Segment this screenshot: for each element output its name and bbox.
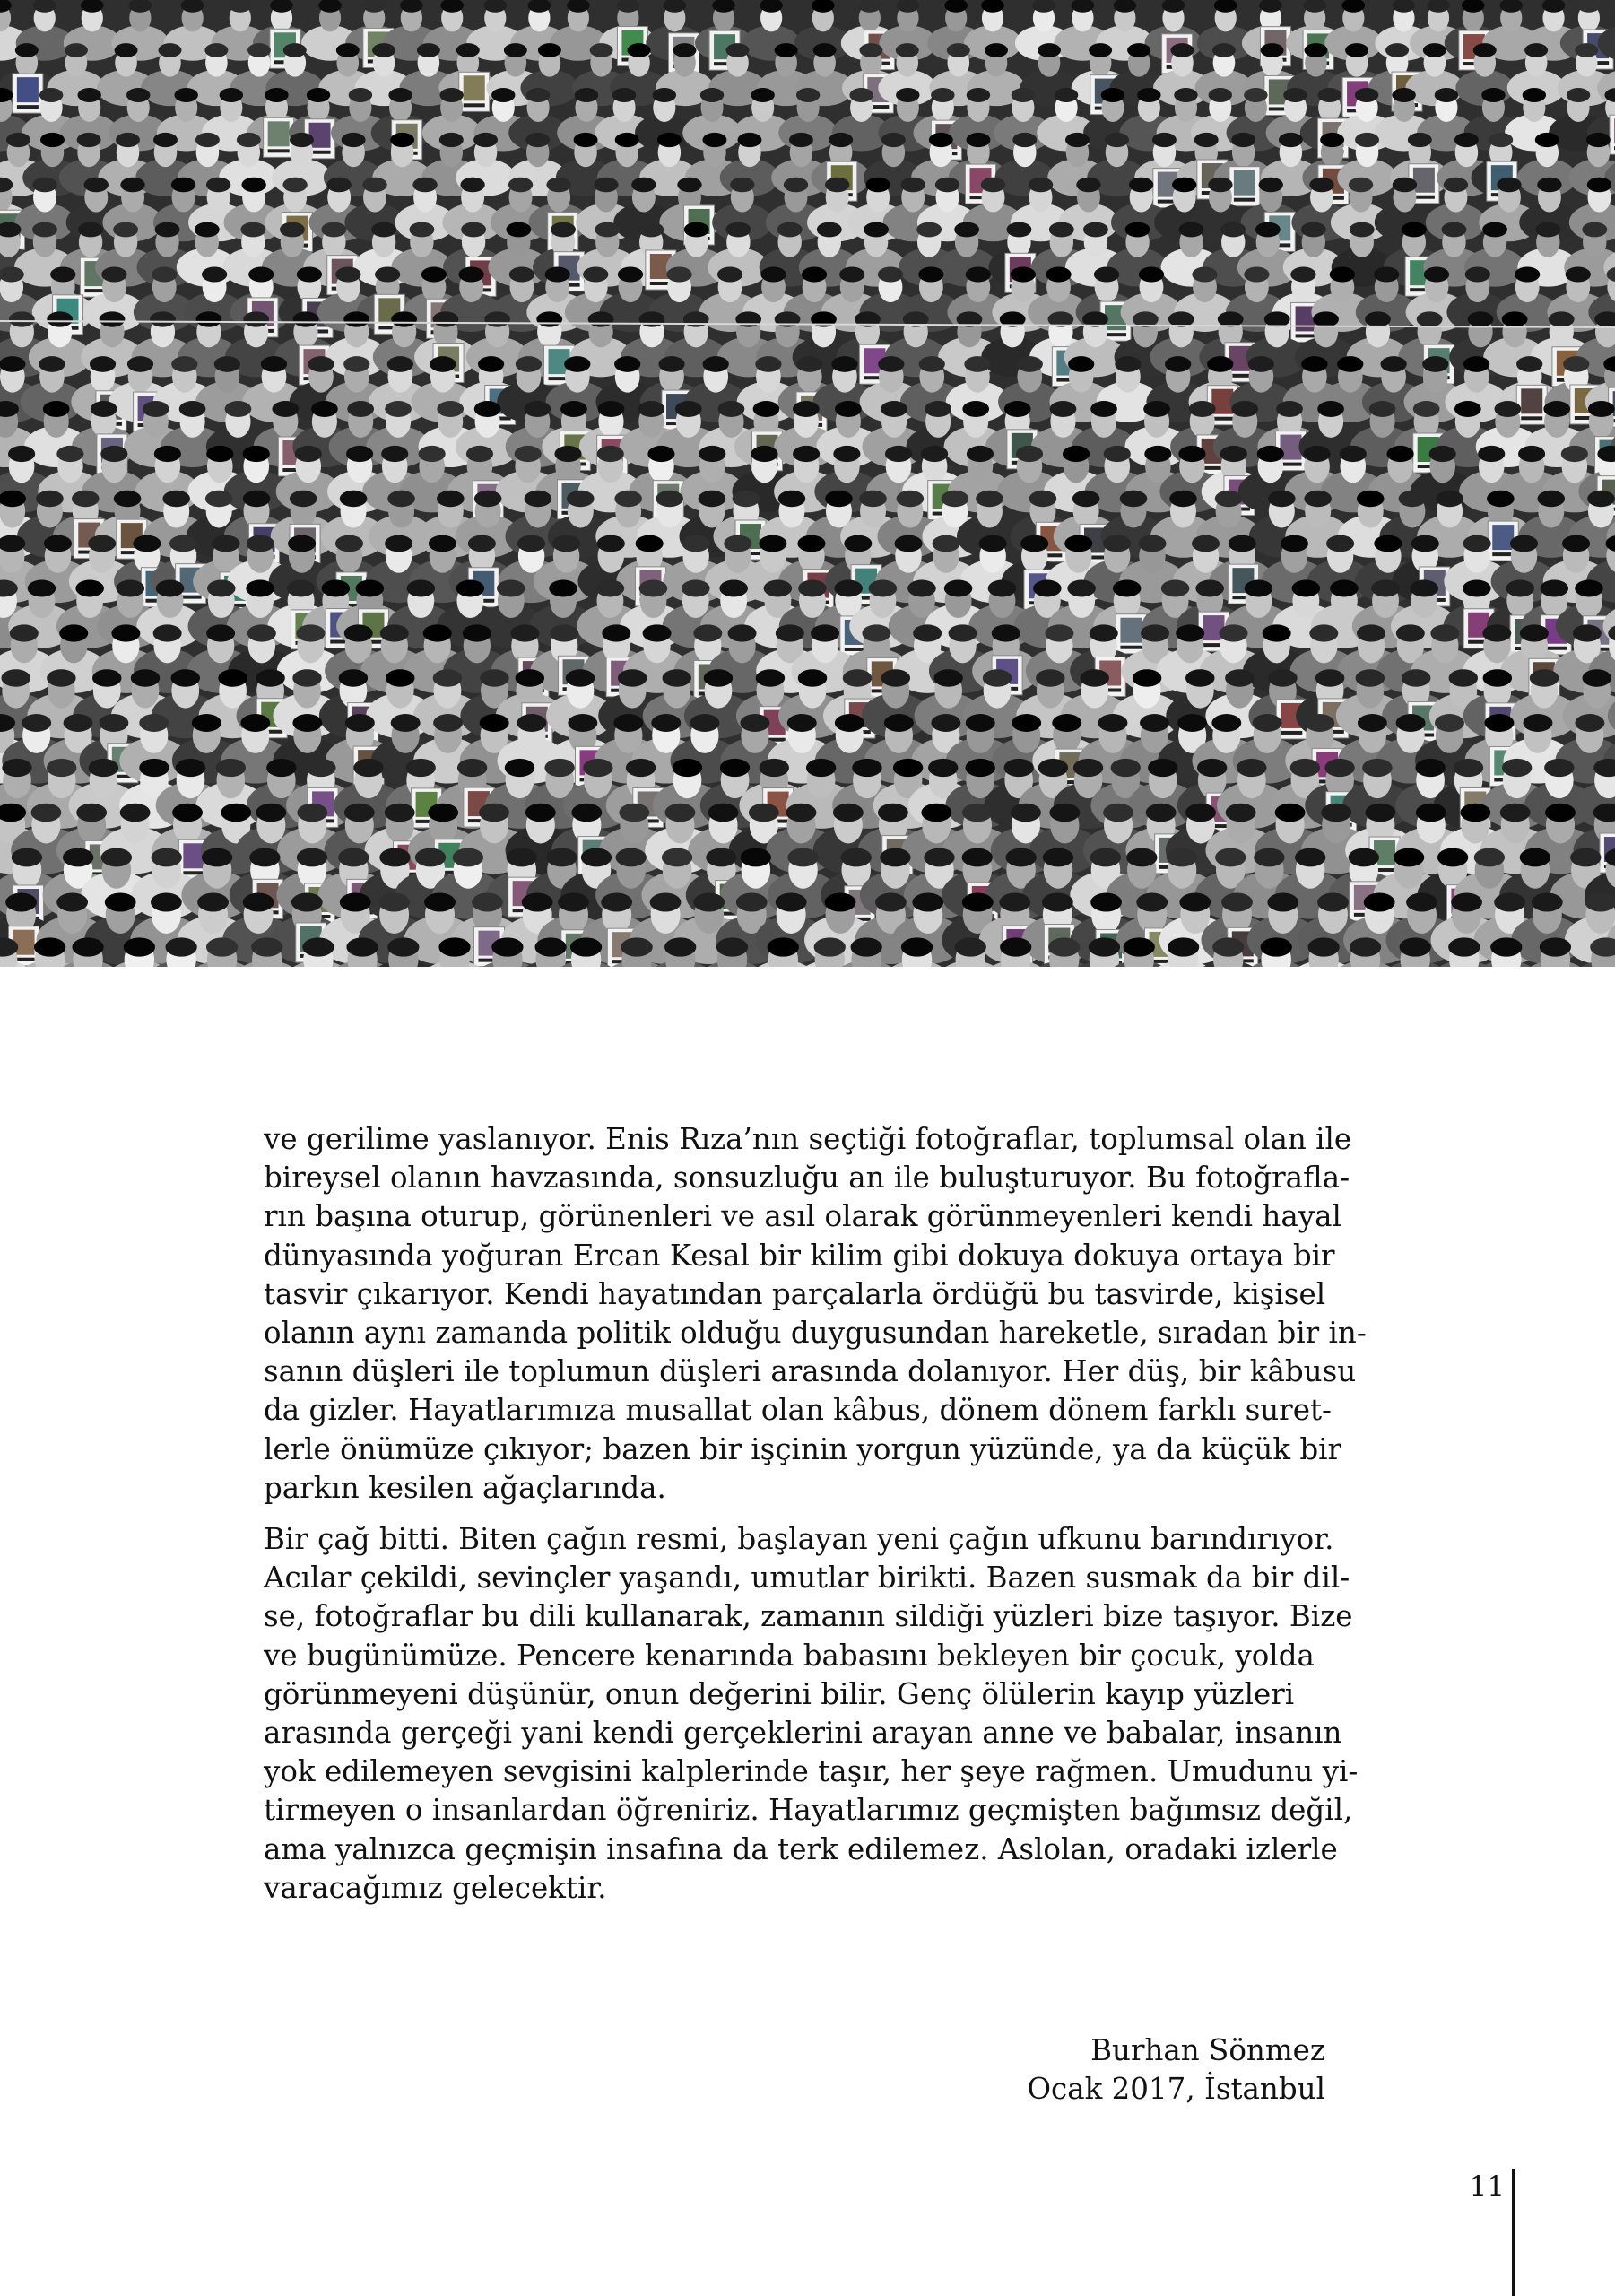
text-line: olanın aynı zamanda politik olduğu duygusundan hareketle, sıradan bir in- <box>264 1316 1367 1351</box>
page-number: 11 <box>1469 2170 1505 2203</box>
author-name: Burhan Sönmez <box>1090 2033 1325 2067</box>
signature-block <box>787 2031 1325 2109</box>
signature-date-place: Ocak 2017, İstanbul <box>1027 2072 1325 2106</box>
text-line: Acılar çekildi, sevinçler yaşandı, umutlar birikti. Bazen susmak da bir dil- <box>264 1561 1350 1596</box>
text-line: parkın kesilen ağaçlarında. <box>264 1470 666 1505</box>
text-line: ve gerilime yaslanıyor. Enis Rıza’nın seçtiği fotoğraflar, toplumsal olan ile <box>264 1122 1352 1156</box>
text-line: tirmeyen o insanlardan öğreniriz. Hayatlarımız geçmişten bağımsız değil, <box>264 1793 1353 1828</box>
text-line: sanın düşleri ile toplumun düşleri arasında dolanıyor. Her düş, bir kâbusu <box>264 1354 1357 1389</box>
text-line: bireysel olanın havzasında, sonsuzluğu an ile buluşturuyor. Bu fotoğrafla- <box>264 1161 1350 1196</box>
text-line: ama yalnızca geçmişin insafına da terk edilemez. Aslolan, oradaki izlerle <box>264 1831 1338 1866</box>
text-line: görünmeyeni düşünür, onun değerini bilir. Genç ölülerin kayıp yüzleri <box>264 1676 1295 1711</box>
page-number-rule <box>1512 2169 1515 2296</box>
text-line: Bir çağ bitti. Biten çağın resmi, başlayan yeni çağın ufkunu barındırıyor. <box>264 1522 1334 1557</box>
text-line: arasında gerçeği yani kendi gerçeklerini arayan anne ve babalar, insanın <box>264 1716 1342 1751</box>
paragraph-2 <box>264 1520 1359 1908</box>
text-line: tasvir çıkarıyor. Kendi hayatından parçalarla ördüğü bu tasvirde, kişisel <box>264 1276 1326 1311</box>
crowd-photo-image <box>0 0 1615 967</box>
crowd-photograph <box>0 0 1615 967</box>
text-line: varacağımız gelecektir. <box>264 1870 607 1905</box>
text-line: rın başına oturup, görünenleri ve asıl olarak görünmeyenleri kendi hayal <box>264 1199 1341 1234</box>
body-text <box>264 1120 1367 1920</box>
paragraph-1 <box>264 1120 1367 1508</box>
text-line: da gizler. Hayatlarımıza musallat olan kâbus, dönem dönem farklı suret- <box>264 1393 1332 1428</box>
text-line: lerle önümüze çıkıyor; bazen bir işçinin yorgun yüzünde, ya da küçük bir <box>264 1431 1342 1466</box>
text-line: se, fotoğraflar bu dili kullanarak, zamanın sildiği yüzleri bize taşıyor. Bize <box>264 1599 1353 1634</box>
text-line: ve bugünümüze. Pencere kenarında babasını bekleyen bir çocuk, yolda <box>264 1638 1315 1673</box>
text-line: dünyasında yoğuran Ercan Kesal bir kilim gibi dokuya dokuya ortaya bir <box>264 1238 1335 1273</box>
text-line: yok edilemeyen sevgisini kalplerinde taşır, her şeye rağmen. Umudunu yi- <box>264 1754 1359 1789</box>
